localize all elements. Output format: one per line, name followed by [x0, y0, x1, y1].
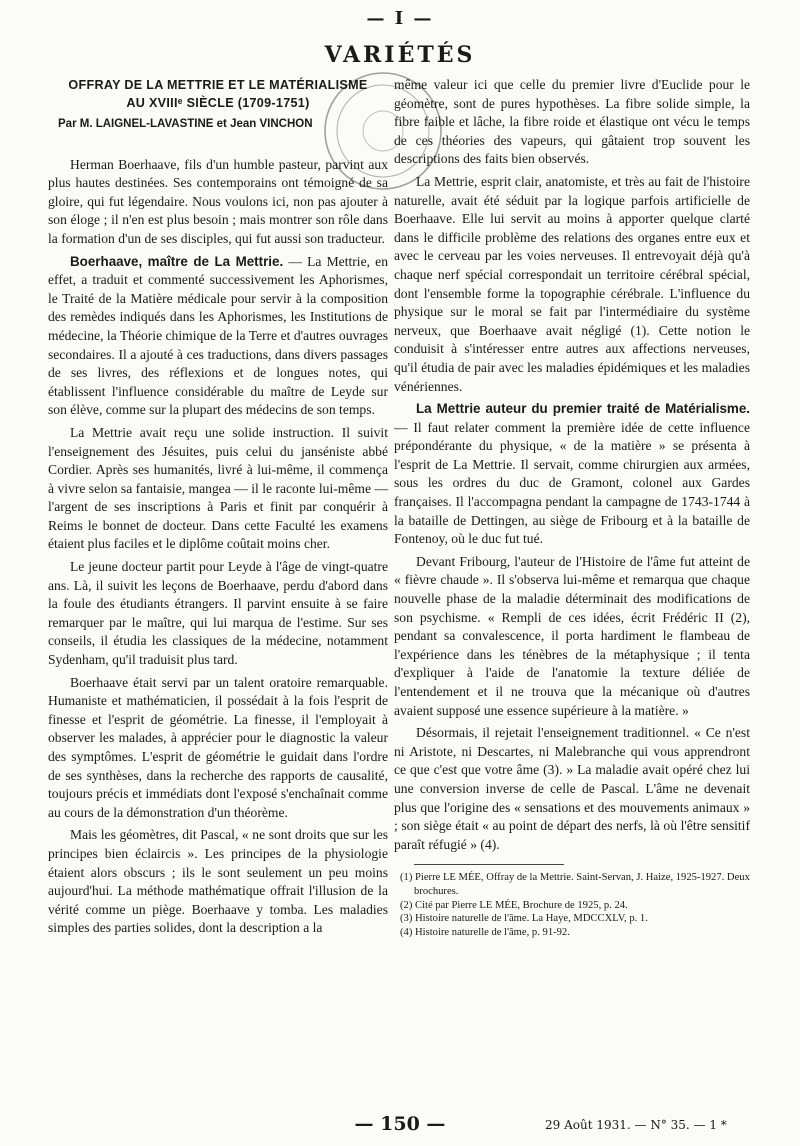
paragraph: [48, 253, 388, 420]
paragraph: Boerhaave était servi par un talent oratoire remarquable. Humaniste et mathématicien, il possédait à la fois l'esprit de finesse et l'esprit de géométrie. La finesse, il l'employait à observer les malades, à apprécier pour le diagnostic la valeur des symptômes. L'esprit de géométrie le guidait dans l'ordre de ses synthèses, dans la recherche des rapports de causalité, toujours précis et immédiats dont l'exposé s'enchaînait comme au cours de la démonstration d'un théorème.: [48, 674, 388, 820]
subheading: La Mettrie auteur du premier traité de Matérialisme.: [416, 401, 750, 417]
paragraph: Le jeune docteur partit pour Leyde à l'âge de vingt-quatre ans. Là, il suivit les leçons de Boerhaave, perdu d'abord dans la foule des étudiants étrangers. Il parvint ensuite à se faire remarquer par le maître, qui lui marqua de l'estime. Sur ses conseils, il étudia les classiques de la médecine, notamment Sydenham, qu'il traduisit plus tard.: [48, 559, 388, 668]
paragraph: La Mettrie avait reçu une solide instruction. Il suivit l'enseignement des Jésuites, puis celui du janséniste abbé Cordier. Après ses humanités, livré à lui-même, il commença à vivre selon sa fantaisie, mangea — il le raconte lui-même — l'argent de ses inscriptions à Paris et finit par conquérir à Reims le bonnet de docteur. Dans cette Faculté les examens étaient plus faciles et le diplôme coûtait moins cher.: [48, 424, 388, 552]
footnote: (1) Pierre LE MÉE, Offray de la Mettrie. Saint-Servan, J. Haize, 1925-1927. Deux brochures.: [400, 872, 750, 897]
right-column: [394, 76, 750, 939]
footnote-divider: [414, 864, 564, 865]
paragraph-text: — La Mettrie, en effet, a traduit et commenté successivement les Aphorismes, le Traité de la Matière médicale pour servir à la composition des remèdes indiqués dans les Aphorismes, les Institutions de médecine, la Théorie chimique de la Terre et d'autres ouvrages secondaires. Il a ajouté à ces traductions, dans divers passages de ses livres, des réflexions et de longues notes, qui établissent l'influence considérable du maître de Leyde sur son élève, comme sur la plupart des médecins de son temps.: [48, 253, 388, 418]
issue-date: 29 Août 1931. — N° 35. — 1 *: [545, 1118, 727, 1132]
article-title-line1: OFFRAY DE LA METTRIE ET LE MATÉRIALISME: [68, 78, 368, 92]
article-title-line2: AU XVIIIᵉ SIÈCLE (1709-1751): [126, 96, 310, 110]
left-column: [48, 76, 388, 942]
page-number: — 150 —: [354, 1113, 446, 1135]
paragraph: Désormais, il rejetait l'enseignement traditionnel. « Ce n'est ni Aristote, ni Descartes, ni Malebranche qui vous apprendront ce que c'est que votre âme (3). » La maladie avait opéré chez lui une conversion inverse de celle de Pascal. L'âme ne devenait plus que l'origine des « sensations et des mouvements animaux » ; son siège était « au point de départ des nerfs, là où l'être sensitif paraît réfugié » (4).: [394, 725, 750, 852]
section-title: VARIÉTÉS: [324, 42, 476, 68]
paragraph: Mais les géomètres, dit Pascal, « ne sont droits que sur les principes bien éclaircis ». Les principes de la physiologie étaient alors obscurs ; ils le sont seulement un peu moins aujourd'hui. La méthode mathématique offrait l'illusion de la vérité comme un piège. Boerhaave y tomba. Les maladies simples des parties solides, dont la description a la: [48, 827, 388, 936]
footnote: (3) Histoire naturelle de l'âme. La Haye, MDCCXLV, p. 1.: [400, 913, 648, 925]
paragraph: La Mettrie, esprit clair, anatomiste, et très au fait de l'histoire naturelle, avait été séduit par la logique parfois artificielle de Boerhaave. Elle lui servit au moins à apporter quelque clarté dans le difficile problème des relations des organes entre eux et avec le cerveau par les voies nerveuses. Il entrevoyait déjà qu'à chaque nerf spécial correspondait un territoire cérébral spécial, dont l'ensemble forme la topographie cérébrale. L'influence du physique sur le moral se fait par l'intermédiaire du système nerveux, que Boerhaave avait négligé (1). Cette notion le conduisit à s'intéresser entre autres aux affections nerveuses, qu'il étudia de pair avec les maladies épidémiques et les maladies vénériennes.: [394, 173, 750, 394]
footnote: (2) Cité par Pierre LE MÉE, Brochure de 1925, p. 24.: [400, 899, 628, 911]
footnote: (4) Histoire naturelle de l'âme, p. 91-92.: [400, 926, 570, 938]
paragraph-text: — Il faut relater comment la première idée de cette influence prépondérante du physique, « de la matière » se présenta à l'esprit de La Mettrie. Il servait, comme chirurgien aux armées, sous les ordres du duc de Gramont, colonel aux Gardes françaises. Il l'accompagna pendant la campagne de 1743-1744 à la bataille de Dettingen, au siège de Fribourg et à la bataille de Fontenoy, où le duc fut tué.: [394, 419, 750, 547]
paragraph: [394, 400, 750, 549]
paragraph: même valeur ici que celle du premier livre d'Euclide pour le géomètre, sont de pures hypothèses. La fibre solide simple, la fibre faible et lâche, la fibre roide et élastique ont vécu le temps de ces théories des vapeurs, qui gâtaient trop souvent les descriptions des faits bien observés.: [394, 77, 750, 167]
paragraph: Devant Fribourg, l'auteur de l'Histoire de l'âme fut atteint de « fièvre chaude ». Il s'observa lui-même et remarqua que chaque nouvelle phase de la maladie déterminait des modifications de son psychisme. « Rempli de ces idées, écrit Frédéric II (2), pendant sa convalescence, il porta hardiment le flambeau de l'expérience dans les ténèbres de la métaphysique ; il tenta d'expliquer à l'aide de l'anatomie la texture déliée de l'entendement et il ne trouva que la mécanique où d'autres avaient supposé une essence supérieure à la matière. »: [394, 553, 750, 718]
subheading: Boerhaave, maître de La Mettrie.: [70, 253, 284, 269]
article-authors: Par M. LAIGNEL-LAVASTINE et Jean VINCHON: [58, 118, 313, 130]
page-marker: — I —: [366, 8, 434, 29]
paragraph: Herman Boerhaave, fils d'un humble pasteur, parvint aux plus hautes destinées. Ses contemporains ont témoigné de sa gloire, qui fut légendaire. Nous voulons ici, non pas ajouter à son éloge ; il n'en est plus besoin ; mais montrer son rôle dans la formation d'un de ses disciples, qui fut aussi son traducteur.: [48, 156, 388, 246]
article-title: [48, 76, 388, 112]
